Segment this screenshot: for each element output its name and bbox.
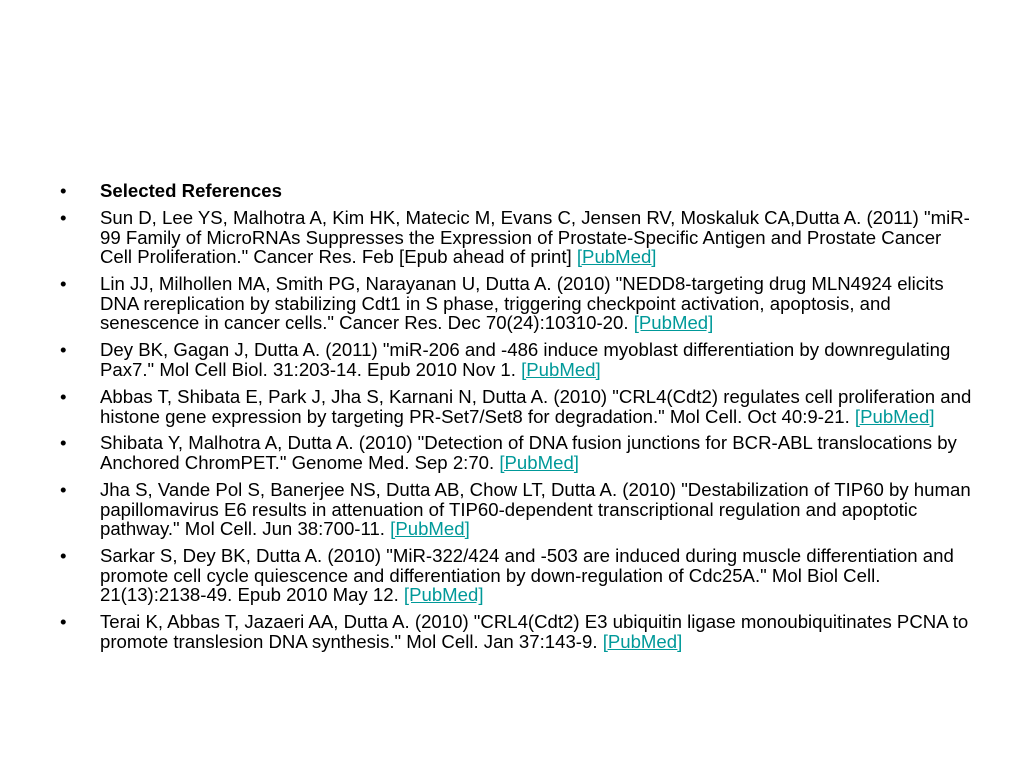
bullet-icon: • bbox=[60, 180, 67, 201]
reference-list bbox=[60, 181, 975, 659]
bullet-icon: • bbox=[60, 273, 67, 295]
references-heading: Selected References bbox=[100, 180, 282, 201]
reference-text: Lin JJ, Milhollen MA, Smith PG, Narayanan U, Dutta A. (2010) "NEDD8-targeting drug MLN4924 elicits DNA rereplication by stabilizing Cdt1 in S phase, triggering checkpoint activation, apoptosis, and senescence in cancer cells." Cancer Res. Dec 70(24):10310-20. bbox=[100, 273, 944, 334]
pubmed-link[interactable]: [PubMed] bbox=[854, 405, 935, 427]
bullet-icon: • bbox=[60, 479, 67, 501]
reference-item bbox=[60, 274, 975, 333]
reference-text: Sarkar S, Dey BK, Dutta A. (2010) "MiR-322/424 and -503 are induced during muscle differentiation and promote cell cycle quiescence and differentiation by down-regulation of Cdc25A." Mol Biol Cell. 21(13):2138-49. Epub 2010 May 12. bbox=[100, 545, 954, 606]
bullet-icon: • bbox=[60, 206, 67, 228]
reference-item bbox=[60, 387, 975, 426]
reference-item bbox=[60, 340, 975, 379]
reference-text: Sun D, Lee YS, Malhotra A, Kim HK, Matecic M, Evans C, Jensen RV, Moskaluk CA,Dutta A. (2011) "miR-99 Family of MicroRNAs Suppresses the Expression of Prostate-Specific Antigen and Prostate Cancer Cell Proliferation." Cancer Res. Feb [Epub ahead of print] bbox=[100, 206, 970, 268]
pubmed-link[interactable]: [PubMed] bbox=[576, 246, 657, 268]
pubmed-link[interactable]: [PubMed] bbox=[521, 358, 601, 380]
reference-item bbox=[60, 433, 975, 472]
reference-text: Dey BK, Gagan J, Dutta A. (2011) "miR-206 and -486 induce myoblast differentiation by downregulating Pax7." Mol Cell Biol. 31:203-14. Epub 2010 Nov 1. bbox=[100, 339, 951, 380]
reference-item bbox=[60, 546, 975, 605]
bullet-icon: • bbox=[60, 545, 67, 567]
reference-item bbox=[60, 480, 975, 539]
pubmed-link[interactable]: [PubMed] bbox=[602, 631, 683, 652]
reference-item bbox=[60, 612, 975, 651]
pubmed-link[interactable]: [PubMed] bbox=[390, 518, 470, 540]
bullet-icon: • bbox=[60, 385, 67, 407]
reference-text: Jha S, Vande Pol S, Banerjee NS, Dutta AB, Chow LT, Dutta A. (2010) "Destabilization of TIP60 by human papillomavirus E6 results in attenuation of TIP60-dependent transcriptional regulation and apoptotic pathway." Mol Cell. Jun 38:700-11. bbox=[100, 479, 971, 540]
reference-text: Shibata Y, Malhotra A, Dutta A. (2010) "Detection of DNA fusion junctions for BCR-ABL translocations by Anchored ChromPET." Genome Med. Sep 2:70. bbox=[100, 432, 957, 474]
bullet-icon: • bbox=[60, 339, 67, 361]
bullet-icon: • bbox=[60, 432, 67, 454]
pubmed-link[interactable]: [PubMed] bbox=[403, 584, 484, 606]
reference-text: Terai K, Abbas T, Jazaeri AA, Dutta A. (2010) "CRL4(Cdt2) E3 ubiquitin ligase monoubiquitinates PCNA to promote translesion DNA synthesis." Mol Cell. Jan 37:143-9. bbox=[100, 611, 969, 652]
bullet-icon: • bbox=[60, 611, 67, 633]
pubmed-link[interactable]: [PubMed] bbox=[499, 452, 579, 474]
reference-item bbox=[60, 208, 975, 267]
references-heading-item bbox=[60, 181, 975, 201]
pubmed-link[interactable]: [PubMed] bbox=[633, 312, 714, 334]
reference-text: Abbas T, Shibata E, Park J, Jha S, Karnani N, Dutta A. (2010) "CRL4(Cdt2) regulates cell proliferation and histone gene expression by targeting PR-Set7/Set8 for degradation." Mol Cell. Oct 40:9-21. bbox=[100, 385, 972, 427]
